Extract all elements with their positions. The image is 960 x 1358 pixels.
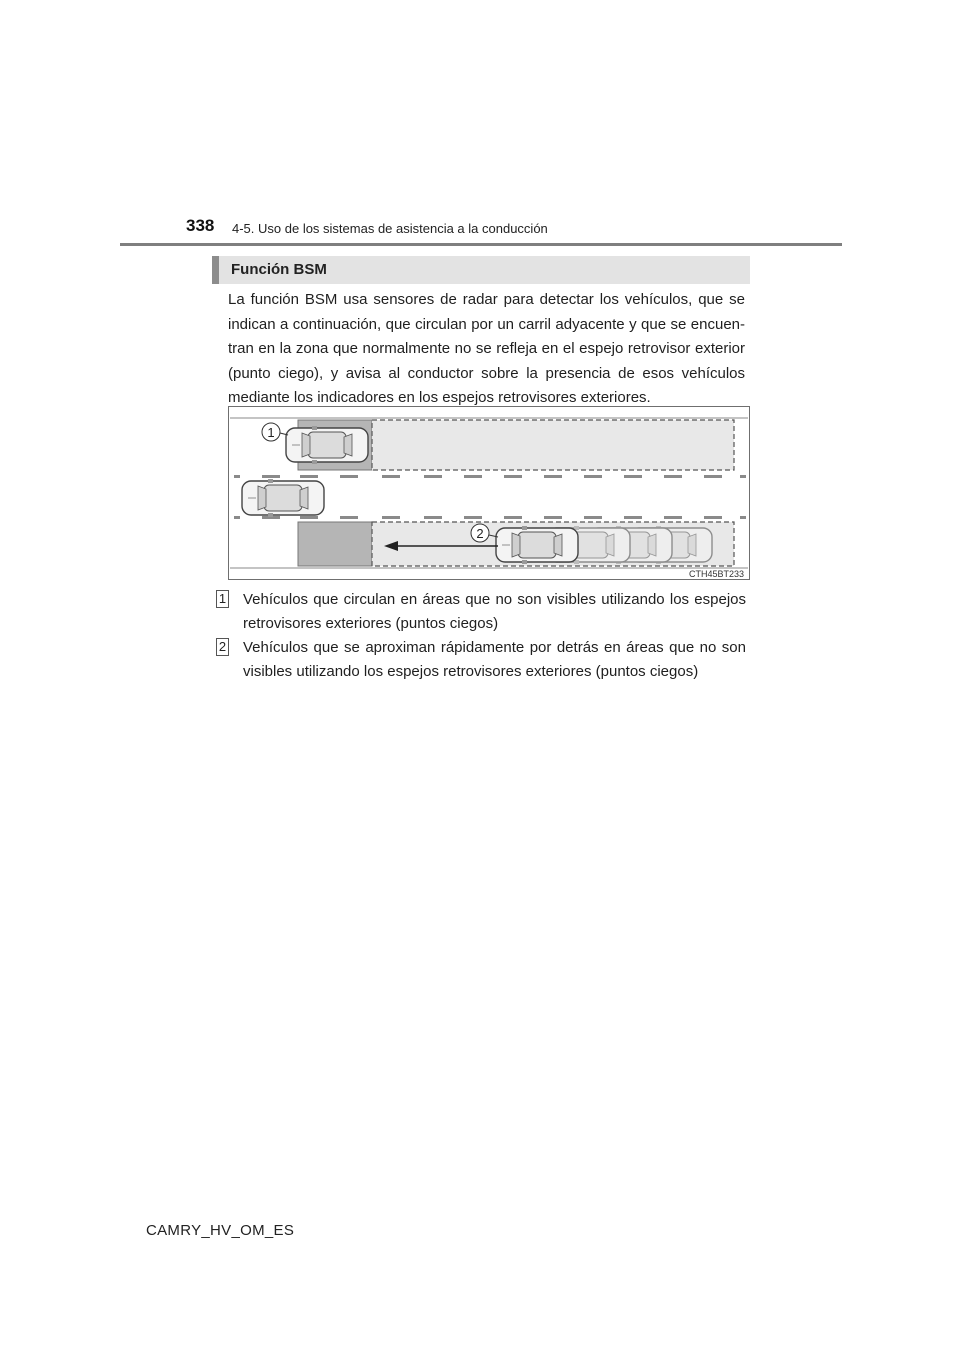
extended-zone-upper: [372, 420, 734, 470]
callout-2-label: 2: [476, 526, 484, 541]
callout-1-label: 1: [267, 425, 275, 440]
figure-code: CTH45BT233: [688, 569, 744, 579]
intro-paragraph: La función BSM usa sensores de radar para detectar los vehículos, que se indican a continuación, que circulan por un carril adyacente y que se encuen-tran en la zona que normalmente no se refleja en el espejo retrovisor exterior (punto ciego), y avisa al conductor sobre la presencia de esos vehículos mediante los indicadores en los espejos retrovisores exteriores.: [228, 291, 745, 407]
legend-text-2: Vehículos que se aproximan rápidamente por detrás en áreas que no son visibles utilizando los espejos retrovisores exteriores (puntos ciegos): [243, 639, 746, 680]
vehicle-own: [242, 479, 324, 517]
footer-doc-code: CAMRY_HV_OM_ES: [146, 1222, 295, 1239]
legend-number-2: 2: [216, 638, 229, 656]
bsm-diagram: [228, 406, 750, 580]
blind-spot-zone-lower: [298, 522, 372, 566]
legend-item-1: [216, 588, 746, 636]
header-rule: [120, 243, 842, 246]
section-header: 4-5. Uso de los sistemas de asistencia a la conducción: [232, 221, 548, 236]
legend-number-1: 1: [216, 590, 229, 608]
legend-text-1: Vehículos que circulan en áreas que no son visibles utilizando los espejos retrovisores exteriores (puntos ciegos): [243, 591, 746, 632]
section-title: Función BSM: [231, 261, 327, 278]
page-number: 338: [186, 216, 215, 235]
section-title-bar: [212, 256, 750, 284]
vehicle-approaching: [496, 526, 578, 564]
legend-item-2: [216, 636, 746, 684]
vehicle-blind-spot: [286, 426, 368, 464]
